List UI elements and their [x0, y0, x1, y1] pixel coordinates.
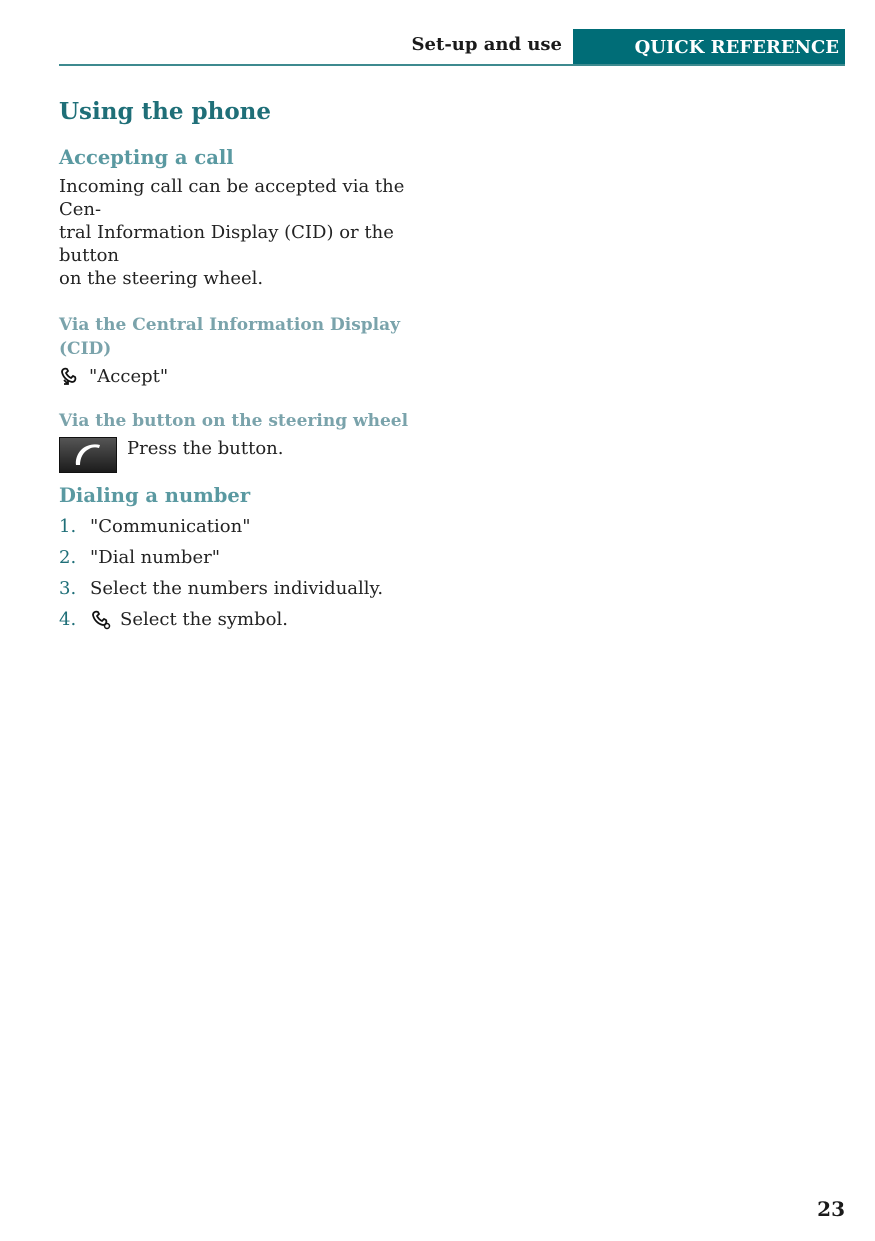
step-text: "Dial number" — [90, 547, 220, 568]
header-tab-quick-reference: QUICK REFERENCE — [573, 29, 845, 65]
step-number: 1. — [59, 516, 77, 537]
steering-wheel-phone-button-icon — [59, 437, 117, 473]
step-number: 4. — [59, 609, 77, 630]
intro-line: on the steering wheel. — [59, 268, 264, 289]
step-text: Select the numbers individually. — [90, 578, 384, 599]
step-number: 2. — [59, 547, 77, 568]
main-content — [59, 97, 439, 639]
page-number: 23 — [817, 1197, 845, 1221]
step-text: "Communication" — [90, 516, 251, 537]
subheading-via-cid: Via the Central Information Display (CID) — [59, 315, 400, 359]
list-item — [59, 608, 439, 631]
step-number: 3. — [59, 578, 77, 599]
steering-wheel-action: Press the button. — [127, 438, 284, 459]
header-section-title: Set-up and use — [411, 34, 562, 55]
header-rule — [59, 64, 845, 66]
phone-handset-icon — [90, 609, 112, 631]
list-item — [59, 577, 439, 600]
cid-accept-row — [59, 365, 439, 388]
step-text: Select the symbol. — [120, 609, 288, 630]
cid-accept-label: "Accept" — [89, 366, 169, 387]
section-heading-dialing: Dialing a number — [59, 484, 251, 507]
intro-line: tral Information Display (CID) or the button — [59, 222, 394, 266]
subheading-via-steering-wheel: Via the button on the steering wheel — [59, 411, 409, 431]
list-item — [59, 546, 439, 569]
list-item — [59, 515, 439, 538]
dialing-steps — [59, 515, 439, 631]
intro-paragraph — [59, 175, 439, 290]
intro-line: Incoming call can be accepted via the Cen- — [59, 176, 405, 220]
page-title: Using the phone — [59, 98, 272, 125]
steering-wheel-row — [59, 437, 439, 473]
accept-call-icon — [59, 366, 81, 388]
section-heading-accepting-call: Accepting a call — [59, 146, 234, 169]
